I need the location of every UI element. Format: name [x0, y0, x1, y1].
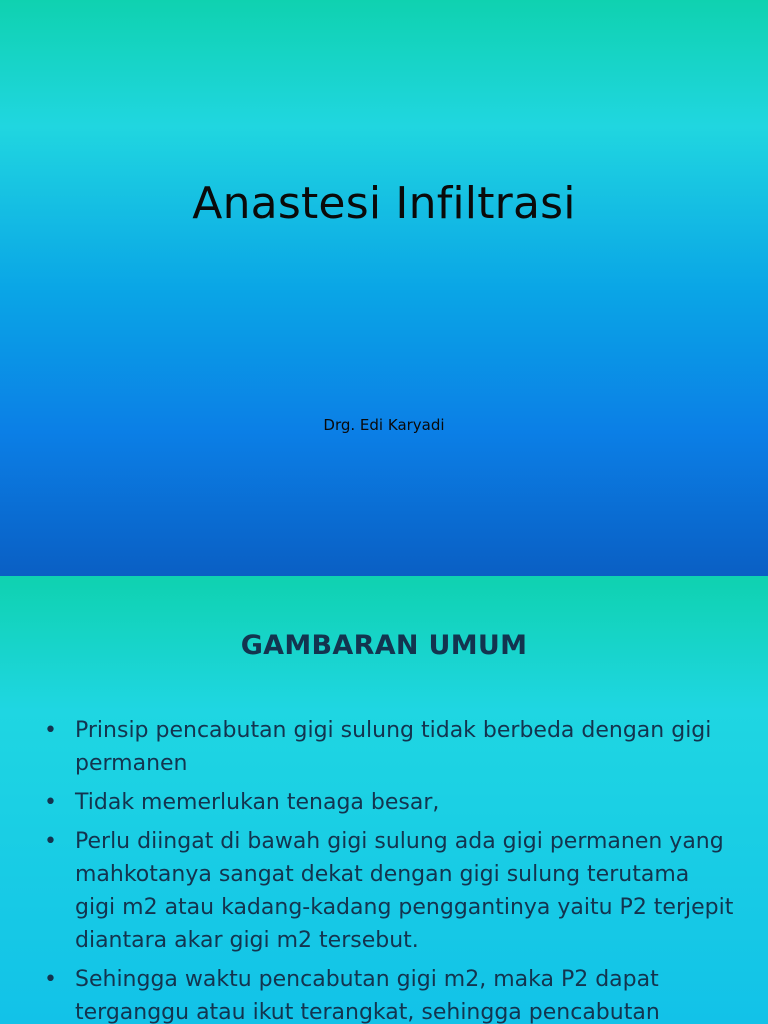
bullet-text: Tidak memerlukan tenaga besar, [75, 790, 440, 815]
bullet-list [44, 714, 734, 1024]
slide-subtitle-author: Drg. Edi Karyadi [323, 416, 445, 434]
content-slide [0, 576, 768, 1024]
bullet-text: Perlu diingat di bawah gigi sulung ada gigi permanen yang mahkotanya sangat dekat dengan gigi sulung terutama gigi m2 atau kadang-kadang penggantinya yaitu P2 terjepit diantara akar gigi m2 tersebut. [75, 829, 734, 953]
bullet-item [44, 963, 734, 1024]
bullet-item [44, 786, 734, 819]
bullet-text: Sehingga waktu pencabutan gigi m2, maka P2 dapat terganggu atau ikut terangkat, sehingga pencabutan [75, 967, 660, 1024]
bullet-item [44, 825, 734, 957]
bullet-item [44, 714, 734, 780]
bullet-dot-icon: • [44, 718, 57, 743]
slide-heading: GAMBARAN UMUM [240, 630, 528, 661]
bullet-dot-icon: • [44, 829, 57, 854]
bullet-text: Prinsip pencabutan gigi sulung tidak berbeda dengan gigi permanen [75, 718, 712, 776]
bullet-dot-icon: • [44, 967, 57, 992]
bullet-dot-icon: • [44, 790, 57, 815]
slide-title: Anastesi Infiltrasi [192, 178, 576, 229]
